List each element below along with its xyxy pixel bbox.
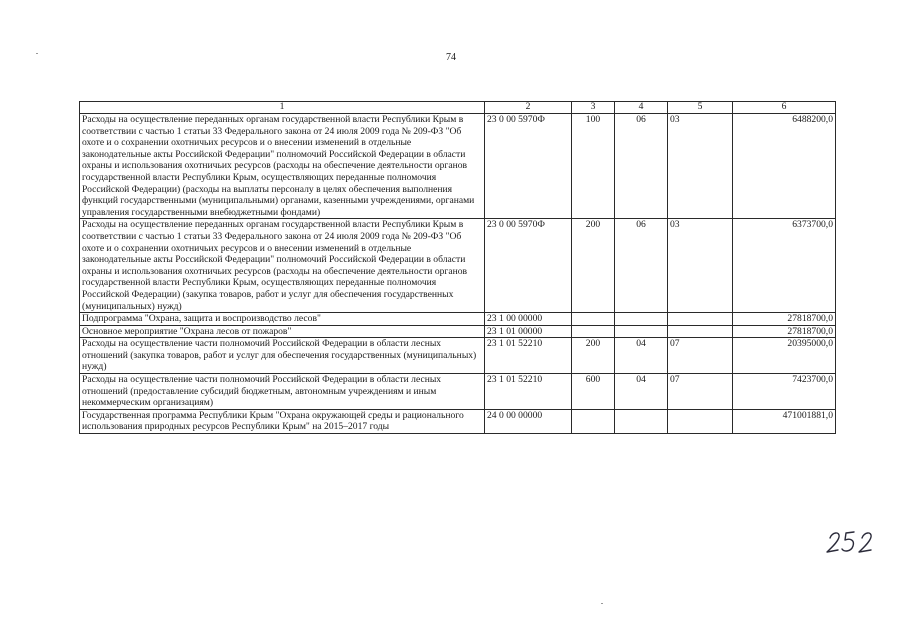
row-section: 04 [615, 338, 668, 374]
header-col-4: 4 [615, 102, 668, 114]
header-col-5: 5 [668, 102, 733, 114]
header-row [80, 102, 836, 114]
row-amount: 7423700,0 [733, 374, 836, 410]
row-amount: 20395000,0 [733, 338, 836, 374]
row-expense-type: 600 [572, 374, 615, 410]
row-expense-type [572, 313, 615, 326]
row-expense-type: 100 [572, 114, 615, 219]
row-section [615, 325, 668, 338]
row-amount: 6488200,0 [733, 114, 836, 219]
row-amount: 27818700,0 [733, 325, 836, 338]
row-code: 24 0 00 00000 [485, 409, 572, 433]
row-code: 23 1 01 52210 [485, 374, 572, 410]
table-row [80, 219, 836, 313]
row-expense-type [572, 325, 615, 338]
scan-speck [601, 603, 603, 604]
table-row [80, 313, 836, 326]
table-row [80, 374, 836, 410]
row-amount: 471001881,0 [733, 409, 836, 433]
table-row [80, 114, 836, 219]
row-subsection: 07 [668, 338, 733, 374]
row-section: 06 [615, 114, 668, 219]
row-subsection: 03 [668, 219, 733, 313]
header-col-6: 6 [733, 102, 836, 114]
row-subsection [668, 409, 733, 433]
row-expense-type: 200 [572, 338, 615, 374]
row-subsection: 07 [668, 374, 733, 410]
header-col-1: 1 [80, 102, 485, 114]
row-expense-type [572, 409, 615, 433]
budget-table [79, 101, 836, 434]
row-subsection [668, 325, 733, 338]
row-code: 23 0 00 5970Ф [485, 219, 572, 313]
row-name: Основное мероприятие "Охрана лесов от пожаров" [80, 325, 485, 338]
row-name: Расходы на осуществление части полномочий Российской Федерации в области лесных отношений (предоставление субсидий бюджетным, автономным учреждениям и иным некоммерческим организациям) [80, 374, 485, 410]
row-name: Расходы на осуществление переданных органам государственной власти Республики Крым в соответствии с частью 1 статьи 33 Федерального закона от 24 июля 2009 года № 209-ФЗ "Об охоте и о сохранении охотничьих ресурсов и о внесении изменений в отдельные законодательные акты Российской Федерации" полномочий Российской Федерации в области охраны и использования охотничьих ресурсов (расходы на обеспечение деятельности органов государственной власти Республики Крым, осуществляющих переданные полномочия Российской Федерации) (расходы на выплаты персоналу в целях обеспечения выполнения функций государственными (муниципальными) органами, казенными учреждениями, органами управления государственными внебюджетными фондами) [80, 114, 485, 219]
row-section: 06 [615, 219, 668, 313]
row-code: 23 1 00 00000 [485, 313, 572, 326]
row-subsection [668, 313, 733, 326]
row-section [615, 313, 668, 326]
row-name: Расходы на осуществление переданных органам государственной власти Республики Крым в соответствии с частью 1 статьи 33 Федерального закона от 24 июля 2009 года № 209-ФЗ "Об охоте и о сохранении охотничьих ресурсов и о внесении изменений в отдельные законодательные акты Российской Федерации" полномочий Российской Федерации в области охраны и использования охотничьих ресурсов (расходы на обеспечение деятельности органов государственной власти Республики Крым, осуществляющих переданные полномочия Российской Федерации) (закупка товаров, работ и услуг для обеспечения государственных (муниципальных) нужд) [80, 219, 485, 313]
row-code: 23 0 00 5970Ф [485, 114, 572, 219]
row-name: Расходы на осуществление части полномочий Российской Федерации в области лесных отношений (закупка товаров, работ и услуг для обеспечения государственных (муниципальных) нужд) [80, 338, 485, 374]
table-row [80, 338, 836, 374]
row-name: Подпрограмма "Охрана, защита и воспроизводство лесов" [80, 313, 485, 326]
scan-speck [36, 53, 38, 54]
row-section [615, 409, 668, 433]
row-code: 23 1 01 00000 [485, 325, 572, 338]
row-amount: 6373700,0 [733, 219, 836, 313]
page-number: 74 [446, 52, 456, 63]
header-col-2: 2 [485, 102, 572, 114]
row-code: 23 1 01 52210 [485, 338, 572, 374]
row-amount: 27818700,0 [733, 313, 836, 326]
row-section: 04 [615, 374, 668, 410]
row-expense-type: 200 [572, 219, 615, 313]
row-name: Государственная программа Республики Крым "Охрана окружающей среды и рационального использования природных ресурсов Республики Крым" на 2015–2017 годы [80, 409, 485, 433]
table-row [80, 325, 836, 338]
table-row [80, 409, 836, 433]
row-subsection: 03 [668, 114, 733, 219]
header-col-3: 3 [572, 102, 615, 114]
handwritten-number-annotation [824, 526, 880, 556]
